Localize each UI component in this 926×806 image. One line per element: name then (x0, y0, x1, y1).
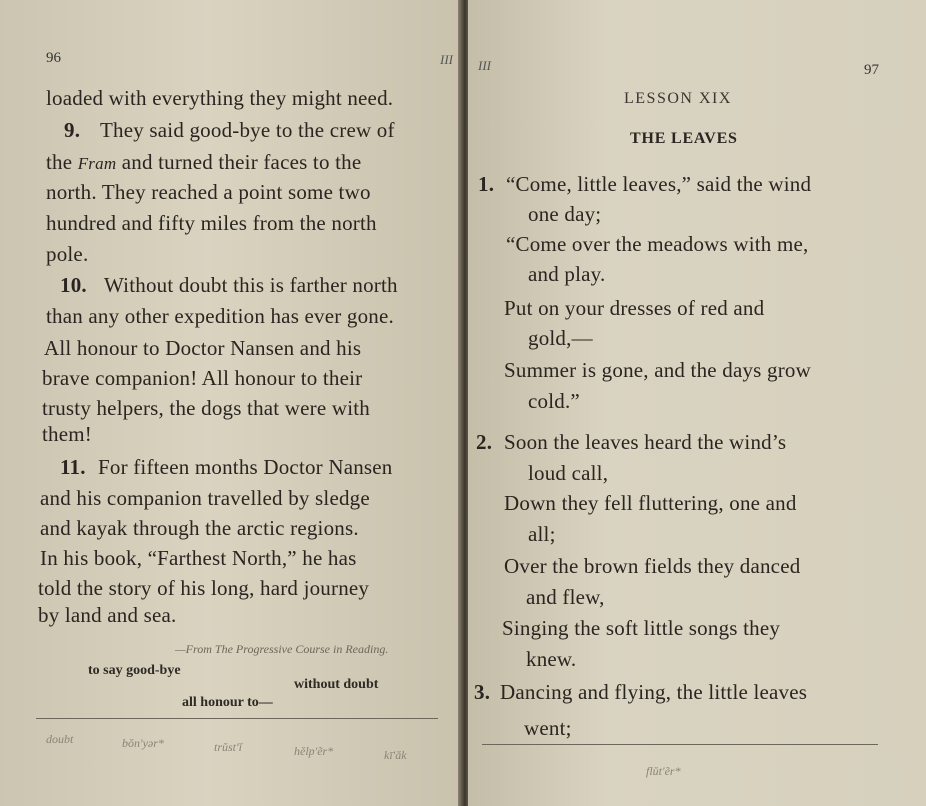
text-line: and his companion travelled by sledge (40, 486, 370, 510)
line-rest: and turned their faces to the (121, 150, 362, 174)
text-line: Without doubt this is farther north (104, 273, 398, 297)
text-line: trusty helpers, the dogs that were with (42, 396, 370, 420)
paragraph-number: 10. (60, 273, 87, 297)
poem-line: Put on your dresses of red and (504, 296, 765, 320)
source-citation: —From The Progressive Course in Reading. (175, 642, 389, 656)
text-line: loaded with everything they might need. (46, 86, 394, 110)
poem-line: loud call, (528, 461, 609, 485)
poem-line: Summer is gone, and the days grow (504, 358, 811, 382)
right-page (468, 0, 926, 806)
text-line: In his book, “Farthest North,” he has (40, 546, 357, 570)
pronunciation: flŭt'ẽr* (646, 764, 681, 778)
poem-line: Over the brown fields they danced (504, 554, 801, 578)
pronunciation: kī'ăk (384, 748, 407, 762)
line-prefix: the (46, 150, 73, 174)
poem-line: all; (528, 522, 556, 546)
signature-mark-left: III (440, 52, 453, 67)
page-number-right: 97 (864, 62, 879, 78)
vocab-phrase: without doubt (294, 677, 379, 692)
text-line: pole. (46, 242, 89, 266)
text-line: brave companion! All honour to their (42, 366, 363, 390)
text-line: For fifteen months Doctor Nansen (98, 455, 393, 479)
pronunciation: bŏn'yər* (122, 736, 164, 750)
poem-line: Singing the soft little songs they (502, 616, 781, 640)
text-line: hundred and fifty miles from the north (46, 211, 377, 235)
pronunciation: trŭst'ĭ (214, 740, 242, 754)
text-line: north. They reached a point some two (46, 180, 371, 204)
text-line: All honour to Doctor Nansen and his (44, 336, 362, 360)
poem-title: THE LEAVES (630, 130, 738, 147)
left-page (0, 0, 462, 806)
poem-line: went; (524, 716, 572, 740)
divider-rule (482, 744, 878, 745)
poem-line: gold,— (528, 326, 593, 350)
text-line: by land and sea. (38, 603, 177, 627)
poem-line: Down they fell fluttering, one and (504, 491, 797, 515)
poem-line: Dancing and flying, the little leaves (500, 680, 808, 704)
poem-line: one day; (528, 202, 602, 226)
pronunciation: hĕlp'ẽr* (294, 744, 334, 758)
text-line: than any other expedition has ever gone. (46, 304, 394, 328)
text-line (46, 150, 361, 175)
signature-mark-right: III (478, 58, 491, 73)
poem-line: cold.” (528, 389, 580, 413)
stanza-number: 1. (478, 172, 495, 196)
poem-line: and play. (528, 262, 606, 286)
poem-line: “Come, little leaves,” said the wind (506, 172, 812, 196)
ship-name: Fram (77, 154, 117, 173)
poem-line: knew. (526, 647, 577, 671)
text-line: They said good-bye to the crew of (100, 118, 395, 142)
lesson-heading: LESSON XIX (624, 90, 732, 107)
divider-rule (36, 718, 438, 719)
vocab-phrase: to say good-bye (88, 663, 181, 678)
poem-line: “Come over the meadows with me, (506, 232, 809, 256)
text-line: and kayak through the arctic regions. (40, 516, 359, 540)
pronunciation: doubt (46, 732, 74, 746)
text-line: them! (42, 422, 92, 446)
stanza-number: 3. (474, 680, 491, 704)
poem-line: and flew, (526, 585, 605, 609)
poem-line: Soon the leaves heard the wind’s (504, 430, 787, 454)
paragraph-number: 11. (60, 455, 86, 479)
page-number-left: 96 (46, 50, 61, 66)
paragraph-number: 9. (64, 118, 81, 142)
text-line: told the story of his long, hard journey (38, 576, 370, 600)
vocab-phrase: all honour to— (182, 695, 273, 710)
stanza-number: 2. (476, 430, 493, 454)
